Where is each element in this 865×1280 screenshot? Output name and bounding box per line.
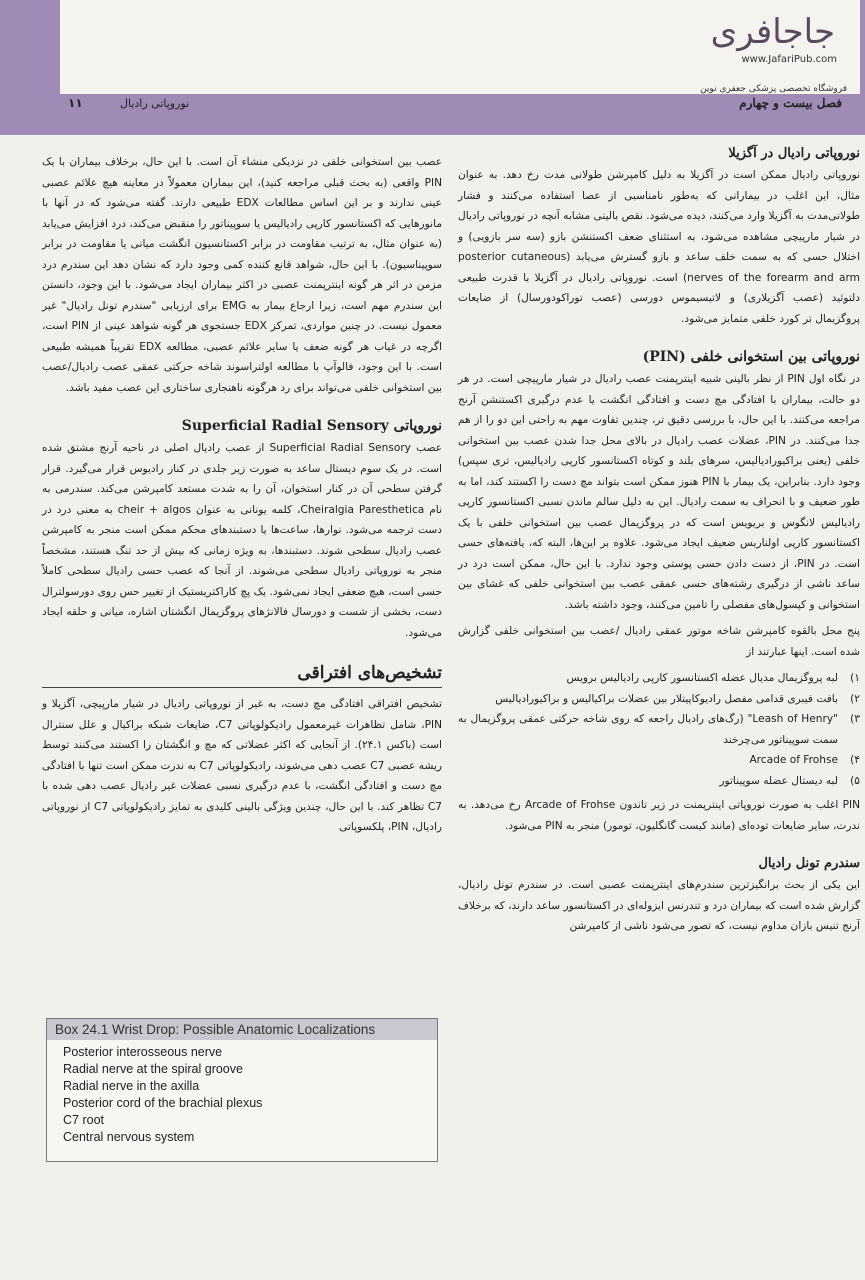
paragraph-axilla: نوروپاتی رادیال ممکن است در آگزیلا به دلیل کامپرشن طولانی مدت رخ دهد. به عنوان مثال، این اغلب در بیمارانی که به‌طور نامناسبی از عصا استفاده می‌کنند و فشار طولانی‌مدت به آگزیلا وارد می‌کنند، دیده می‌شود. نقص بالینی مشابه آنچه در نوروپاتی رادیال در شیار مارپیچی مشاهده می‌شود، به استثنای ضعف اکستنشن بازو (سه سر بازویی) و اختلال حسی که به سمت خلف ساعد و بازو گسترش می‌یابد (posterior cutaneous nerves of the forearm and arm) است. نوروپاتی رادیال در آگزیلا با قدرت طبیعی دلتوئید (عصب آگزیلاری) و لاتیسیموس دورسی (عصب توراکودورسال) از ضایعات پروگزیمال تر کورد خلفی متمایز می‌شود. — [458, 169, 861, 325]
box-list-item: C7 root — [63, 1113, 104, 1127]
box-list-item: Central nervous system — [63, 1130, 195, 1144]
left-column — [42, 152, 442, 844]
page-content — [40, 140, 865, 1280]
paragraph-pin-3: PIN اغلب به صورت نوروپاتی اینترپمنت در زیر تاندون Arcade of Frohse رخ می‌دهد. به ندرت، سایر ضایعات توده‌ای (مانند کیست گانگلیون، تومور) منجر به PIN می‌شود. — [458, 799, 860, 832]
paragraph-superficial-radial: عصب Superficial Radial Sensory از عصب رادیال اصلی در ناحیه آرنج مشتق شده است. در یک سوم دیستال ساعد به صورت زیر جلدی در کنار رادیوس قرار می‌گیرد. قرار گرفتن سطحی آن در کنار استخوان، آن را به شدت مستعد کامپرشن می‌کند. سندرمی به نام Cheiralgia Paresthetica، کلمه یونانی به عنوان cheir + algos به معنی درد در دست ترجمه می‌شود. نوارها، ساعت‌ها یا دستبندهای محکم ممکن است منجر به کامپرشن عصب رادیال سطحی شوند. دستبندها، به ویژه زمانی که بیش از حد تنگ هستند، مشخصاً منجر به نوروپاتی رادیال سطحی می‌شوند. از آنجا که عصب حسی رادیال سطحی کاملاً حسی است، هیچ ضعفی ایجاد نمی‌شود. یک پچ کاراکتریستیک از تغییر حس روی دورسولترال دست، بخشی از شست و دورسال فالانژهای پروگزیمال انگشتان اشاره، میانی و حلقه ایجاد می‌شود. — [42, 442, 443, 639]
box-list-item: Radial nerve in the axilla — [63, 1079, 200, 1093]
paragraph-pin-2: پنج محل بالقوه کامپرشن شاخه موتور عمقی رادیال /عصب بین استخوانی خلفی گزارش شده است. اینها عبارتند از — [458, 625, 860, 658]
list-item: ۱) لبه پروگزیمال مدیال عضله اکستانسور کارپی رادیالیس برویس — [566, 672, 860, 684]
box-list-item: Radial nerve at the spiral groove — [63, 1062, 243, 1076]
section-heading-radial-tunnel: سندرم تونل رادیال — [758, 856, 860, 871]
right-column — [458, 146, 860, 943]
logo-url: www.JafariPub.com — [741, 54, 837, 65]
chapter-title: فصل بیست و چهارم — [739, 96, 842, 110]
section-heading-axilla: نوروپاتی رادیال در آگزیلا — [728, 146, 860, 161]
paragraph-radial-tunnel-cont: عصب بین استخوانی خلفی در نزدیکی منشاء آن است. با این حال، برخلاف بیماران با یک PIN واقعی (به بحث قبلی مراجعه کنید)، این بیماران معمولاً در معاینه هیچ علائم عصبی عینی ندارند و بر این اساس مطالعات EDX طبیعی دارند. گفته می‌شود که در آنها با مانورهایی که اکستانسور کارپی رادیالیس یا سوپیناتور را منقبض می‌کند، درد افزایش می‌یابد (به عنوان مثال، به ترتیب مقاومت در برابر اکستانسیون انگشت میانی یا مقاومت در برابر سوپیناسیون). با این حال، شواهد قانع کننده کمی وجود دارد که نشان دهد این سندرم درد مزمن در اثر هر گونه اینترپمنت عصبی در اکثر بیماران ایجاد می‌شود. با این وجود، دانستن این سندرم مهم است، زیرا ارجاع بیمار به EMG برای ارزیابی "سندرم تونل رادیال" غیر معمول نیست. در چنین مواردی، تمرکز EDX جستجوی هر گونه شواهد عینی از PIN است، اگرچه در غیاب هر گونه ضعف یا سایر علائم عصبی، مطالعه EDX تقریباً همیشه طبیعی است. با این وجود، فالوآپ با مطالعه اولتراسوند شاخه حرکتی عمقی عصب رادیال/عصب بین استخوانی خلفی می‌تواند برای رد هرگونه ناهنجاری ساختاری این عصب مفید باشد. — [42, 156, 442, 394]
box-24-1 — [46, 1018, 438, 1162]
section-heading-pin: نوروپاتی بین استخوانی خلفی (PIN) — [642, 349, 860, 365]
publisher-logo — [675, 10, 855, 85]
box-title: Box 24.1 Wrist Drop: Possible Anatomic Localizations — [47, 1019, 437, 1040]
paragraph-radial-tunnel: این یکی از بحث برانگیزترین سندرم‌های اینترپمنت عصبی است. در سندرم تونل رادیال، گزارش شده است که بیماران درد و تندرنس ایزوله‌ای در اکستانسور ساعد دارند، که برخلاف آرنج تنیس بازان مداوم نیست، که تصور می‌شود ناشی از کامپرشن — [458, 879, 860, 932]
page-header — [0, 0, 865, 135]
list-item: ۲) بافت فیبری قدامی مفصل رادیوکاپیتلار بین عضلات براکیالیس و براکیورادیالیس — [495, 692, 860, 705]
compression-sites-list — [458, 668, 860, 791]
box-list — [47, 1044, 437, 1146]
list-item: ۳) "Leash of Henry" (رگ‌های رادیال راجعه که روی شاخه حرکتی عمقی پروگزیمال به سمت سوپیناتور می‌چرخند — [458, 713, 860, 746]
section-heading-differential: تشخیص‌های افتراقی — [42, 663, 442, 688]
page-number: ۱۱ — [68, 96, 83, 110]
store-name: فروشگاه تخصصی پزشکی جعفری نوین — [700, 84, 847, 94]
list-item: ۵) لبه دیستال عضله سوپیناتور — [719, 774, 860, 787]
list-item: ۴) Arcade of Frohse — [749, 754, 860, 766]
paragraph-differential: تشخیص افتراقی افتادگی مچ دست، به غیر از نوروپاتی رادیال در شیار مارپیچی، آگزیلا و PIN، شامل تظاهرات غیرمعمول رادیکولوپاتی C7، ضایعات شبکه براکیال و علل سنترال است (باکس ۲۴.۱). از آنجایی که اکثر عضلاتی که مچ و انگشتان را اکستند می‌کنند توسط ریشه عصبی C7 عصب دهی می‌شوند، رادیکولوپاتی C7 به ندرت ممکن است تنها با افتادگی مچ دست و افتادگی انگشت، با عدم درگیری نسبی عضلات غیر رادیال عصب دهی شده با C7 تظاهر کند. با این حال، چندین ویژگی بالینی کلیدی به تمایز رادیکولوپاتی C7 از نوروپاتی رادیال، PIN، پلکسوپاتی — [42, 698, 443, 833]
chapter-topic: نوروپاتی رادیال — [120, 97, 190, 110]
section-heading-superficial-radial: نوروپاتی Superficial Radial Sensory — [181, 418, 442, 434]
box-list-item: Posterior interosseous nerve — [63, 1045, 223, 1059]
running-head — [60, 94, 860, 116]
logo-mark: جاجافری — [710, 12, 835, 52]
paragraph-pin-1: در نگاه اول PIN از نظر بالینی شبیه اینترپمنت عصب رادیال در شیار مارپیچی است. در هر دو حالت، بیماران با افتادگی مچ دست و افتادگی انگشت یا عدم درگیری اکستنشن آرنج مراجعه می‌کنند. با این حال، با بررسی دقیق تر، چندین تفاوت مهم به راحتی این دو را از هم جدا می‌کنند. در PIN، عضلات عصب رادیال در بالای محل جدا شدن عصب بین استخوانی خلفی (یعنی براکیورادیالیس، سرهای بلند و کوتاه اکستانسور کارپی رادیالیس، تری سپس) وجود دارد. بنابراین، یک بیمار با PIN هنوز ممکن است بتواند مچ دست را اکستند کند، اما به طور ضعیف و با انحراف به سمت رادیال. این به دلیل سالم ماندن نسبی اکستانسور کارپی رادیالیس لانگوس و بریویس است که در پروگزیمال عصب بین استخوانی خلفی با یک اکستانسور کارپی اولناریس ضعیف ایجاد می‌شود. علاوه بر این‌ها، البته که، یافته‌های حسی است. در PIN، از دست دادن حسی پوستی وجود ندارد. با این حال، ممکن است درد در ساعد ناشی از درگیری رشته‌های حسی عمقی عصب بین استخوانی خلفی که غشای بین استخوانی و کپسول‌های مفصلی را تامین می‌کنند، وجود داشته باشد. — [458, 373, 861, 611]
box-list-item: Posterior cord of the brachial plexus — [63, 1096, 263, 1110]
